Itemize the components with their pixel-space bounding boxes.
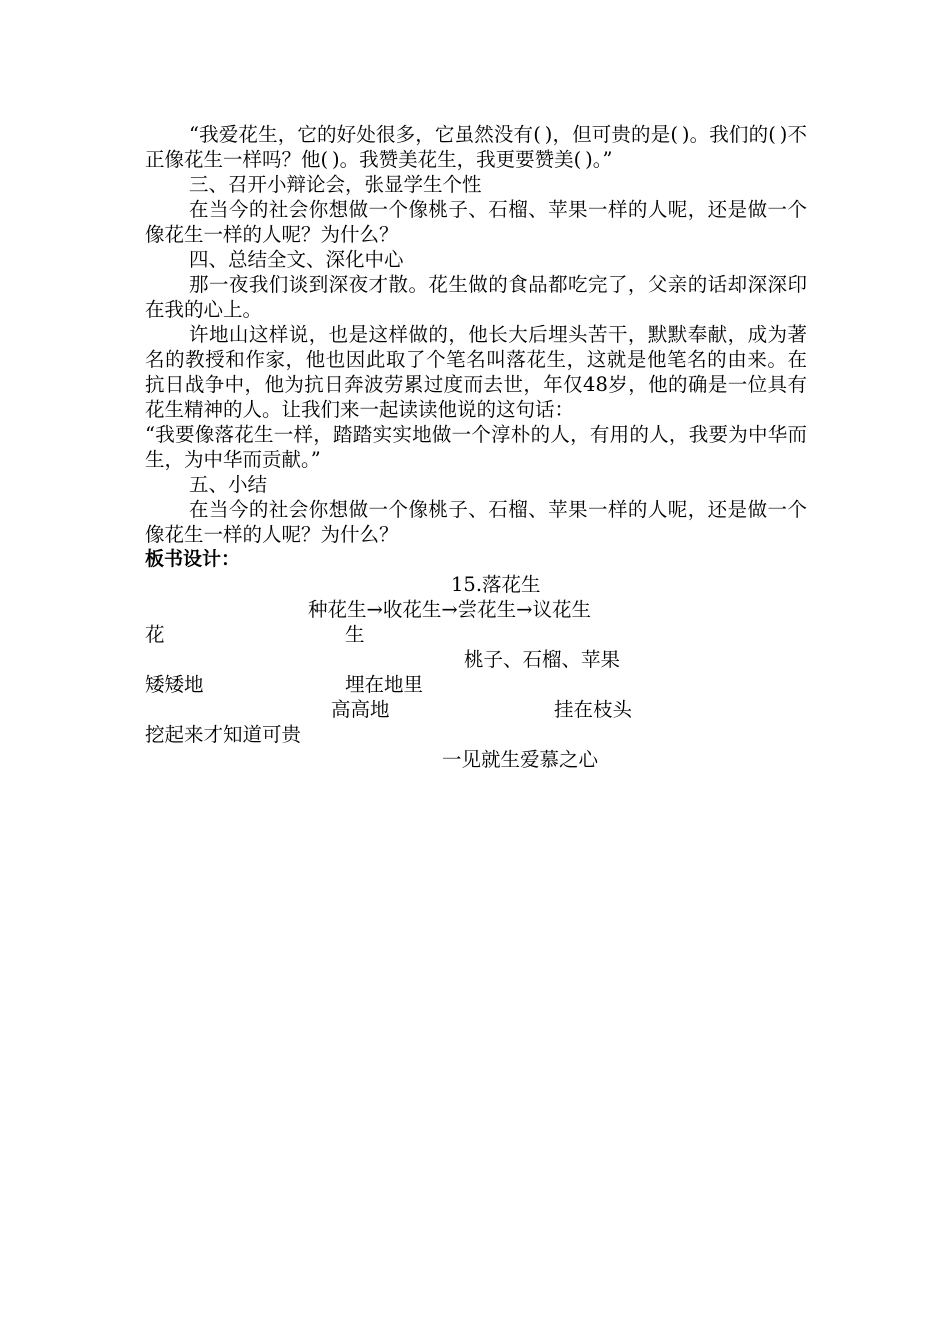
board-design bbox=[145, 572, 807, 772]
section-heading-conclusion: 五、小结 bbox=[189, 473, 268, 496]
section-heading-summary: 四、总结全文、深化中心 bbox=[189, 248, 404, 271]
board-aiai: 矮矮地 bbox=[145, 673, 204, 696]
board-gaogao: 高高地 bbox=[331, 698, 390, 721]
document-page bbox=[145, 122, 807, 772]
paragraph-debate-question: 在当今的社会你想做一个像桃子、石榴、苹果一样的人呢，还是做一个像花生一样的人呢？为什么？ bbox=[145, 198, 807, 246]
section-heading-debate: 三、召开小辩论会，张显学生个性 bbox=[189, 173, 482, 196]
board-wajilai: 挖起来才知道可贵 bbox=[145, 723, 302, 746]
board-design-label: 板书设计： bbox=[145, 548, 241, 570]
board-sheng: 生 bbox=[345, 623, 365, 646]
paragraph-peanut-quote: “我爱花生，它的好处很多，它虽然没有( )，但可贵的是( )。我们的( )不正像花生一样吗？他( )。我赞美花生，我更要赞美( )。” bbox=[145, 123, 807, 171]
board-yijian: 一见就生爱慕之心 bbox=[442, 748, 599, 771]
paragraph-xu-dishan: 许地山这样说，也是这样做的，他长大后埋头苦干，默默奉献，成为著名的教授和作家，他也因此取了个笔名叫落花生，这就是他笔名的由来。在抗日战争中，他为抗日奔波劳累过度而去世，年仅48岁，他的确是一位具有花生精神的人。让我们来一起读读他说的这句话： bbox=[145, 323, 807, 421]
paragraph-that-night: 那一夜我们谈到深夜才散。花生做的食品都吃完了，父亲的话却深深印在我的心上。 bbox=[145, 273, 807, 321]
paragraph-xu-quote: “我要像落花生一样，踏踏实实地做一个淳朴的人，有用的人，我要为中华而生，为中华而贡献。” bbox=[145, 423, 807, 471]
board-maizai: 埋在地里 bbox=[345, 673, 424, 696]
board-hua: 花 bbox=[145, 623, 165, 646]
board-title: 15.落花生 bbox=[451, 573, 541, 596]
paragraph-conclusion-question: 在当今的社会你想做一个像桃子、石榴、苹果一样的人呢，还是做一个像花生一样的人呢？为什么？ bbox=[145, 498, 807, 546]
board-flow: 种花生→收花生→尝花生→议花生 bbox=[308, 598, 592, 621]
board-fruits: 桃子、石榴、苹果 bbox=[464, 648, 621, 671]
board-guazai: 挂在枝头 bbox=[554, 698, 633, 721]
